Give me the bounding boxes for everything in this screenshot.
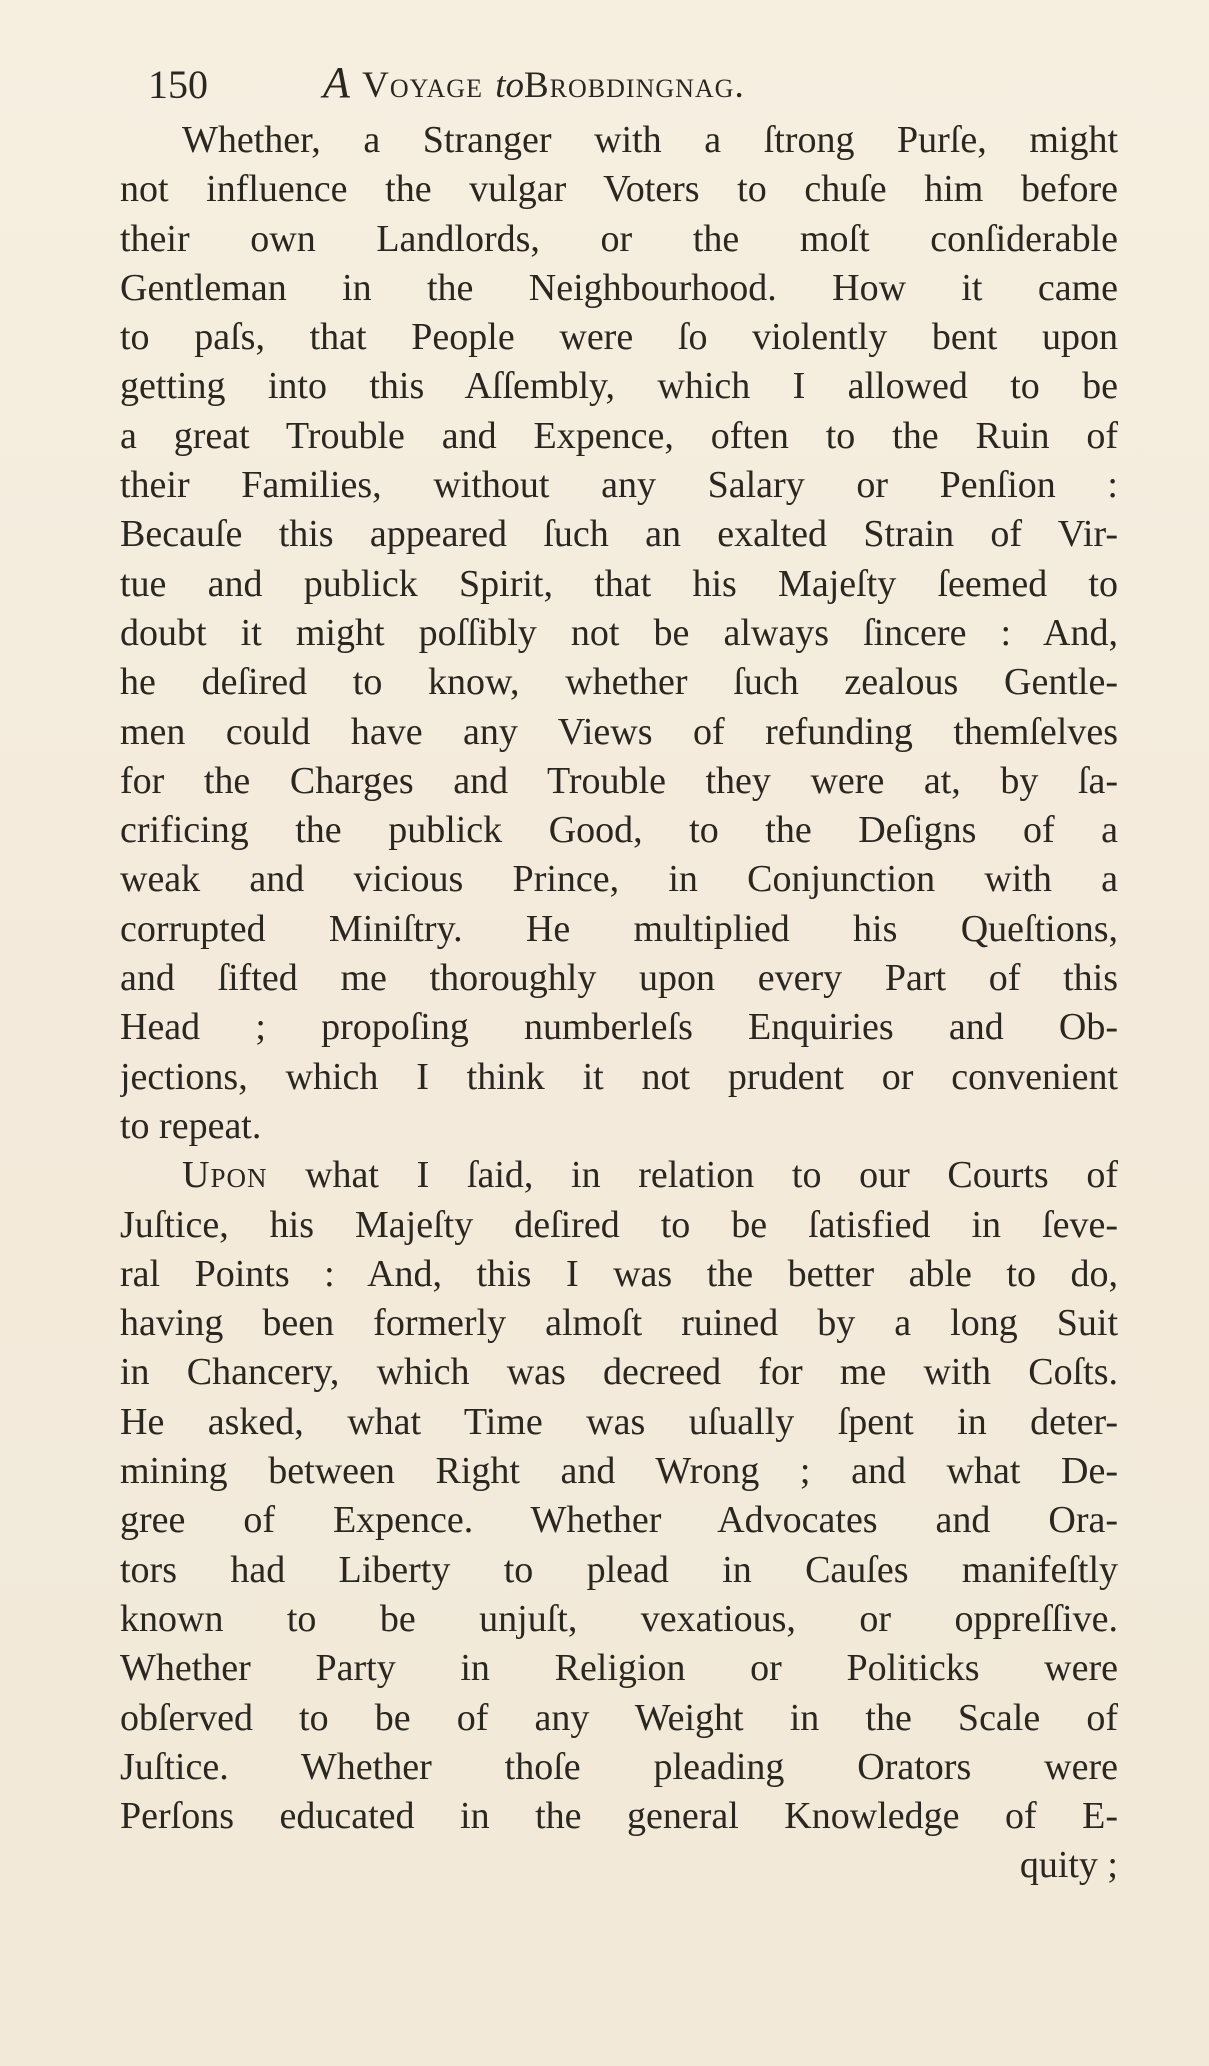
text-line: Gentleman in the Neighbourhood. How it came [120,266,1118,309]
text-line: jections, which I think it not prudent or convenient [120,1055,1118,1098]
text-line: their own Landlords, or the moſt conſiderable [120,217,1118,260]
text-line: in Chancery, which was decreed for me with Coſts. [120,1351,1118,1394]
text-line: obſerved to be of any Weight in the Scale of [120,1696,1118,1739]
text-line: ral Points : And, this I was the better able to do, [120,1252,1118,1295]
text-line: not influence the vulgar Voters to chuſe him before [120,168,1118,211]
paragraph-first-rest: what I ſaid, in relation to our Courts of [305,1154,1118,1197]
text-line: crificing the publick Good, to the Deſigns of a [120,809,1118,852]
text-line: mining between Right and Wrong ; and what De- [120,1450,1118,1493]
body-text [120,116,1118,1891]
page-header [148,58,1108,108]
text-line: Head ; propoſing numberleſs Enquiries and Ob- [120,1006,1118,1049]
text-line: their Families, without any Salary or Penſion : [120,464,1118,507]
text-line: gree of Expence. Whether Advocates and Ora- [120,1499,1118,1542]
text-line: for the Charges and Trouble they were at, by ſa- [120,759,1118,802]
text-line: Juſtice. Whether thoſe pleading Orators were [120,1745,1118,1788]
text-line: weak and vicious Prince, in Conjunction with a [120,858,1118,901]
running-head [323,58,745,111]
text-line: to paſs, that People were ſo violently bent upon [120,316,1118,359]
text-line: Perſons educated in the general Knowledge of E- [120,1795,1118,1838]
text-line: a great Trouble and Expence, often to the Ruin of [120,414,1118,457]
paragraph-first-word: Upon [182,1154,268,1197]
catchword: quity ; [1019,1844,1118,1887]
page-number: 150 [148,62,208,107]
paragraph-opening-line [120,1151,1118,1200]
text-line: known to be unjuſt, vexatious, or oppreſſive. [120,1597,1118,1640]
text-line: tors had Liberty to plead in Cauſes manifeſtly [120,1548,1118,1591]
text-line: Juſtice, his Majeſty deſired to be ſatisfied in ſeve- [120,1203,1118,1246]
text-line: having been formerly almoſt ruined by a long Suit [120,1302,1118,1345]
text-line: getting into this Aſſembly, which I allowed to be [120,365,1118,408]
running-head-article: A [323,58,350,107]
text-line: and ſifted me thoroughly upon every Part of this [120,957,1118,1000]
text-line: Whether Party in Religion or Politicks were [120,1647,1118,1690]
text-line: corrupted Miniſtry. He multiplied his Queſtions, [120,907,1118,950]
text-line: tue and publick Spirit, that his Majeſty ſeemed to [120,562,1118,605]
text-line: men could have any Views of refunding themſelves [120,710,1118,753]
text-line: doubt it might poſſibly not be always ſincere : And, [120,611,1118,654]
text-line: He asked, what Time was uſually ſpent in deter- [120,1400,1118,1443]
running-head-to: to [495,65,524,106]
text-line: Whether, a Stranger with a ſtrong Purſe, might [182,119,1118,161]
text-line: he deſired to know, whether ſuch zealous Gentle- [120,661,1118,704]
running-head-place: Brobdingnag. [524,65,745,106]
text-line: Becauſe this appeared ſuch an exalted Strain of Vir- [120,513,1118,556]
running-head-voyage: Voyage [362,65,483,106]
text-line: to repeat. [120,1104,262,1147]
